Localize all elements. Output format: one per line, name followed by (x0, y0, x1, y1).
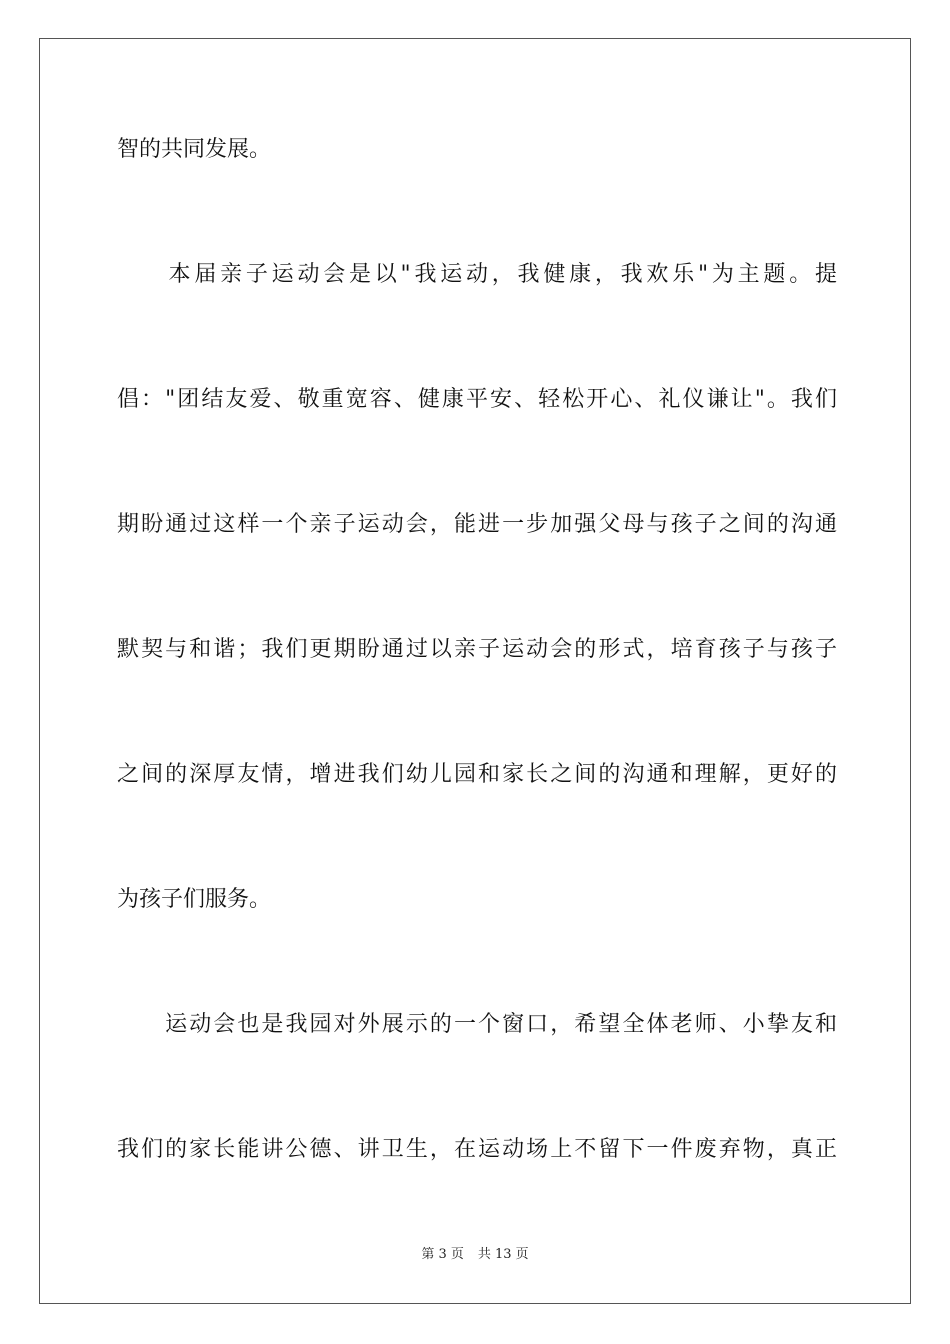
text-line: 本届亲子运动会是以"我运动，我健康，我欢乐"为主题。提 (117, 262, 837, 287)
current-page-number: 第 3 页 (421, 1247, 464, 1262)
text-line: 为孩子们服务。 (117, 887, 272, 912)
text-line: 期盼通过这样一个亲子运动会，能进一步加强父母与孩子之间的沟通 (117, 512, 837, 537)
text-line: 默契与和谐；我们更期盼通过以亲子运动会的形式，培育孩子与孩子 (117, 637, 837, 662)
text-line: 倡："团结友爱、敬重宽容、健康平安、轻松开心、礼仪谦让"。我们 (117, 387, 837, 412)
page-footer (0, 1246, 950, 1264)
text-line: 之间的深厚友情，增进我们幼儿园和家长之间的沟通和理解，更好的 (117, 762, 837, 787)
text-line: 运动会也是我园对外展示的一个窗口，希望全体老师、小挚友和 (117, 1012, 837, 1037)
text-line: 我们的家长能讲公德、讲卫生，在运动场上不留下一件废弃物，真正 (117, 1137, 837, 1162)
page-frame (39, 38, 911, 1304)
text-line: 智的共同发展。 (117, 137, 272, 162)
total-pages: 共 13 页 (477, 1247, 529, 1262)
